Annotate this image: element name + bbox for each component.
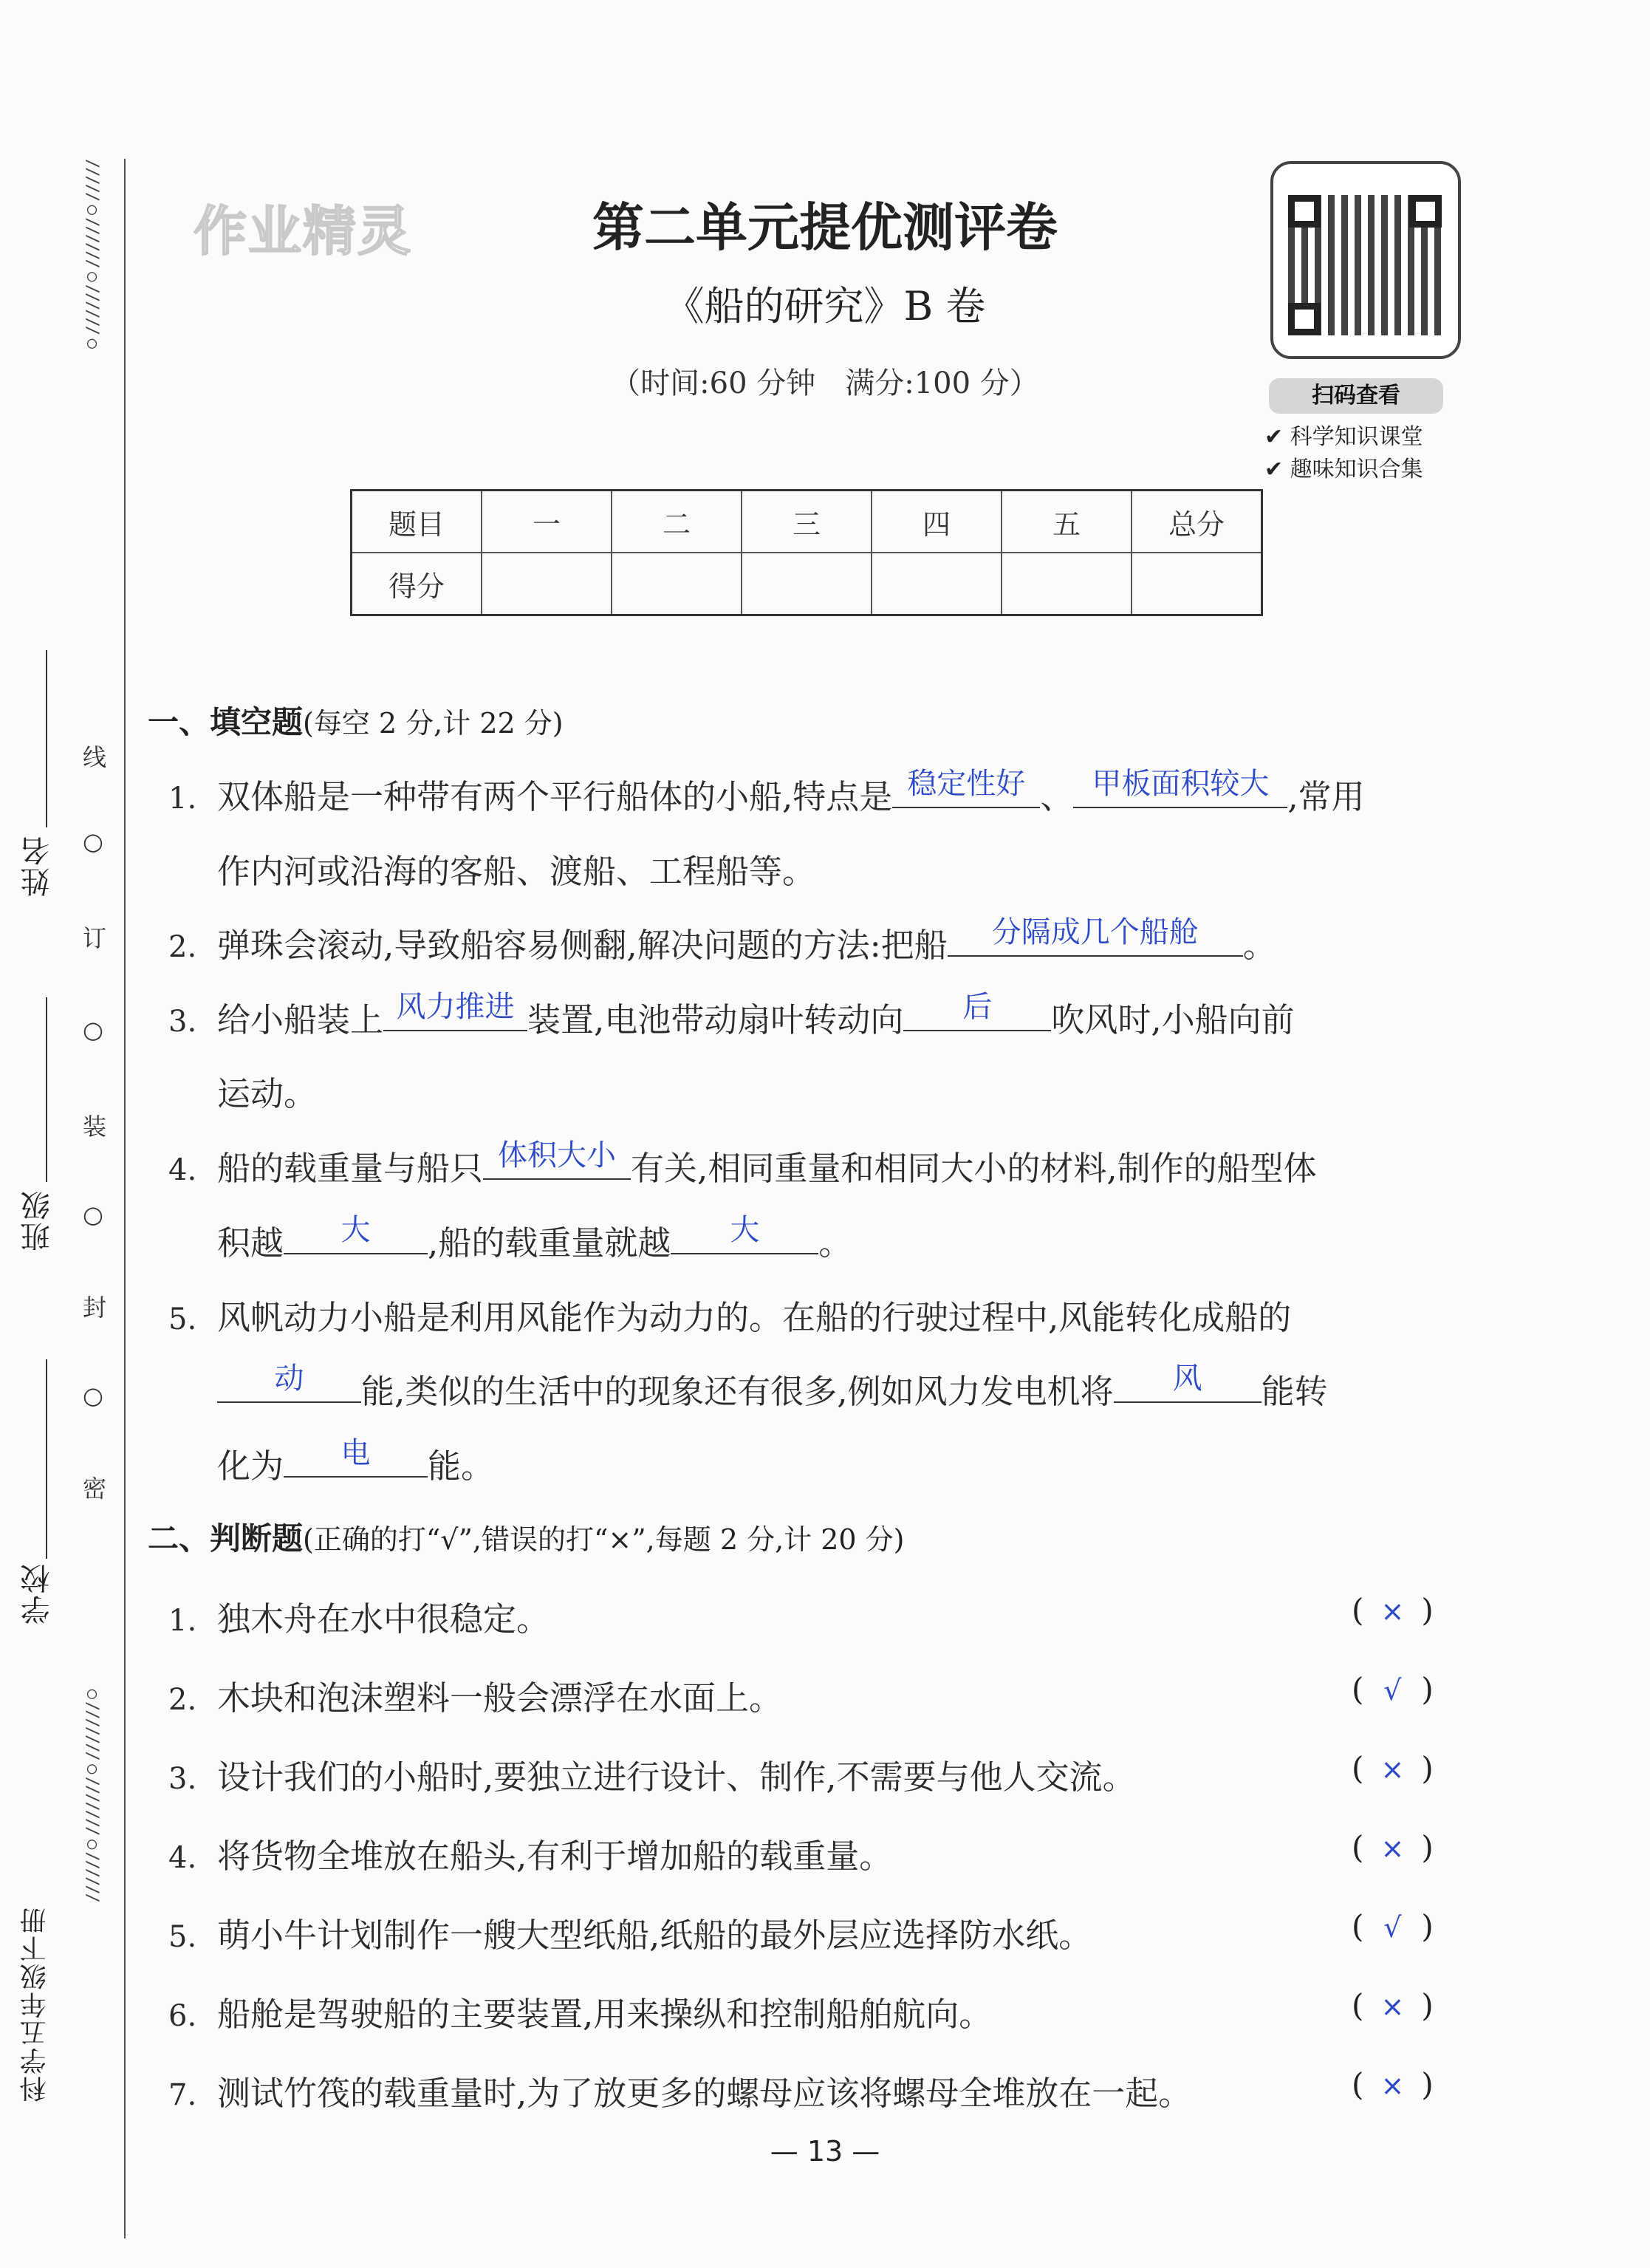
answer-blank[interactable] [892,767,1040,808]
question-1 [168,767,1365,818]
score-table [350,489,1263,616]
seal-circle: ○ [83,827,103,855]
answer-bracket[interactable]: ( √ ) [1352,1908,1434,1944]
question-text: 风帆动力小船是利用风能作为动力的。在船的行驶过程中,风能转化成船的 [217,1298,1292,1337]
table-cell: 总分 [1132,491,1262,553]
question-text: 设计我们的小船时,要独立进行设计、制作,不需要与他人交流。 [217,1758,1136,1797]
answer-blank[interactable] [903,990,1051,1031]
seal-zhuang: 装 [83,1113,107,1141]
scan-button[interactable]: 扫码查看 [1269,378,1443,414]
answer-blank[interactable] [671,1213,818,1254]
section-note: (正确的打“√”,错误的打“×”,每题 2 分,计 20 分) [303,1523,905,1556]
qr-finder-icon [1288,195,1321,228]
question-number: 1. [168,782,197,816]
judge-item [168,1592,550,1640]
section-title: 二、判断题 [148,1520,304,1557]
table-cell: 得分 [352,553,482,615]
table-row [352,491,1262,553]
handwritten-answer: 后 [962,990,993,1024]
judge-mark: √ [1383,1911,1402,1944]
judge-item [168,1829,892,1877]
section-heading [148,698,564,742]
table-cell: 三 [742,491,872,553]
question-text: 吹风时,小船向前 [1051,1000,1295,1039]
question-text: 萌小牛计划制作一艘大型纸船,纸船的最外层应选择防水纸。 [217,1916,1092,1955]
question-text: 有关,相同重量和相同大小的材料,制作的船型体 [631,1149,1317,1188]
handwritten-answer: 稳定性好 [907,767,1026,801]
answer-bracket[interactable]: ( √ ) [1352,1671,1434,1707]
question-number: 3. [168,1005,197,1039]
qr-finder-icon [1288,303,1321,335]
qr-feature: ✔ 趣味知识合集 [1264,457,1423,482]
binding-line [124,159,126,2238]
question-number: 5. [168,1920,197,1954]
score-input-cell[interactable] [482,553,612,615]
answer-blank[interactable] [948,915,1243,957]
judge-mark: × [1380,2069,1405,2102]
binding-dash-top: /////○//////○//////○ [83,159,101,352]
question-text: 双体船是一种带有两个平行船体的小船,特点是 [217,777,893,816]
exam-meta: （时间:60 分钟 满分:100 分） [611,366,1039,400]
question-3-cont: 运动。 [217,1074,318,1113]
seal-line: 线 [83,743,107,771]
answer-blank[interactable] [284,1436,428,1478]
qr-feature: ✔ 科学知识课堂 [1264,424,1423,450]
answer-blank[interactable] [383,990,527,1031]
answer-bracket[interactable]: ( × ) [1352,1829,1434,1865]
question-5-cont [217,1364,1328,1413]
school-blank[interactable] [46,1359,47,1559]
handwritten-answer: 甲板面积较大 [1092,767,1270,801]
question-number: 4. [168,1153,197,1187]
question-text: 木块和泡沫塑料一般会漂浮在水面上。 [217,1678,783,1718]
handwritten-answer: 风力推进 [396,990,515,1024]
answer-blank[interactable] [217,1362,361,1403]
judge-mark: × [1380,1753,1405,1786]
judge-mark: × [1380,1595,1405,1627]
question-4 [168,1138,1317,1189]
question-5-cont2 [217,1436,495,1487]
question-5 [168,1291,1291,1339]
handwritten-answer: 体积大小 [498,1138,617,1172]
question-number: 2. [168,1683,197,1717]
answer-blank[interactable] [284,1213,428,1254]
answer-bracket[interactable]: ( × ) [1352,1987,1434,2023]
qr-finder-icon [1409,195,1442,228]
book-label: 科学五年级下册 [20,1906,50,2103]
handwritten-answer: 大 [340,1213,371,1247]
section-note: (每空 2 分,计 22 分) [303,707,564,740]
school-label: 学校 [21,1562,55,1625]
judge-item [168,1750,1136,1798]
question-text: 弹珠会滚动,导致船容易侧翻,解决问题的方法:把船 [217,926,948,965]
judge-item [168,1908,1092,1956]
seal-circle: ○ [83,1200,103,1229]
page-number: — 13 — [770,2135,880,2168]
question-number: 5. [168,1302,197,1336]
seal-circle: ○ [83,1016,103,1044]
table-row [352,553,1262,615]
table-cell: 二 [612,491,742,553]
question-text: 。 [818,1223,852,1263]
class-blank[interactable] [46,997,47,1182]
seal-ding: 订 [83,924,107,952]
question-1-cont: 作内河或沿海的客船、渡船、工程船等。 [217,852,816,891]
answer-bracket[interactable]: ( × ) [1352,1750,1434,1786]
name-label: 姓名 [21,835,55,897]
question-number: 1. [168,1604,197,1638]
question-text: 积越 [217,1223,284,1263]
table-cell: 一 [482,491,612,553]
handwritten-answer: 电 [340,1436,371,1470]
question-number: 3. [168,1762,197,1796]
answer-blank[interactable] [1114,1362,1262,1403]
judge-item [168,1987,992,2035]
section-heading [148,1514,905,1559]
binding-dash-bottom: ○///////○///////○////// [83,1684,101,1902]
judge-mark: √ [1383,1674,1402,1707]
question-text: 能。 [428,1446,495,1486]
question-4-cont [217,1213,852,1264]
judge-item [168,1671,782,1719]
question-text: 将货物全堆放在船头,有利于增加船的载重量。 [217,1837,893,1876]
question-text: 、 [1040,777,1074,816]
handwritten-answer: 分隔成几个船舱 [991,915,1199,949]
page-subtitle: 《船的研究》B 卷 [664,283,986,329]
question-2 [168,915,1276,966]
score-input-cell[interactable] [1002,553,1132,615]
section-title: 一、填空题 [148,704,304,740]
answer-blank[interactable] [1073,767,1287,808]
judge-mark: × [1380,1990,1405,2023]
table-cell: 题目 [352,491,482,553]
judge-mark: × [1380,1832,1405,1865]
question-text: ,常用 [1287,777,1365,816]
question-text: 给小船装上 [217,1000,384,1039]
watermark: 作业精灵 [194,200,413,262]
question-text: 化为 [217,1446,284,1486]
answer-blank[interactable] [483,1138,631,1180]
handwritten-answer: 大 [730,1213,760,1247]
question-text: 能,类似的生活中的现象还有很多,例如风力发电机将 [361,1372,1114,1411]
table-cell: 五 [1002,491,1132,553]
question-number: 6. [168,1999,197,2033]
judge-item [168,2066,1191,2114]
question-3 [168,990,1295,1041]
page-title: 第二单元提优测评卷 [592,197,1058,258]
table-cell: 四 [872,491,1002,553]
name-blank[interactable] [46,650,47,827]
score-input-cell[interactable] [872,553,1002,615]
question-number: 4. [168,1841,197,1875]
question-number: 2. [168,930,197,964]
class-label: 班级 [21,1189,55,1251]
question-text: 能转 [1261,1372,1328,1411]
seal-circle: ○ [83,1381,103,1410]
question-text: 装置,电池带动扇叶转动向 [527,1000,904,1039]
handwritten-answer: 动 [274,1362,304,1396]
question-text: 。 [1242,926,1276,965]
question-text: 独木舟在水中很稳定。 [217,1599,550,1639]
score-input-cell[interactable] [612,553,742,615]
question-text: 船的载重量与船只 [217,1149,484,1188]
handwritten-answer: 风 [1172,1362,1202,1396]
answer-bracket[interactable]: ( × ) [1352,1592,1434,1628]
question-text: ,船的载重量就越 [428,1223,671,1263]
score-input-cell[interactable] [1132,553,1262,615]
question-number: 7. [168,2078,197,2112]
question-text: 船舱是驾驶船的主要装置,用来操纵和控制船舶航向。 [217,1995,993,2034]
qr-code-card[interactable] [1270,161,1461,359]
score-input-cell[interactable] [742,553,872,615]
seal-mi: 密 [83,1475,107,1503]
question-text: 测试竹筏的载重量时,为了放更多的螺母应该将螺母全堆放在一起。 [217,2074,1192,2113]
answer-bracket[interactable]: ( × ) [1352,2066,1434,2103]
seal-feng: 封 [83,1294,107,1322]
